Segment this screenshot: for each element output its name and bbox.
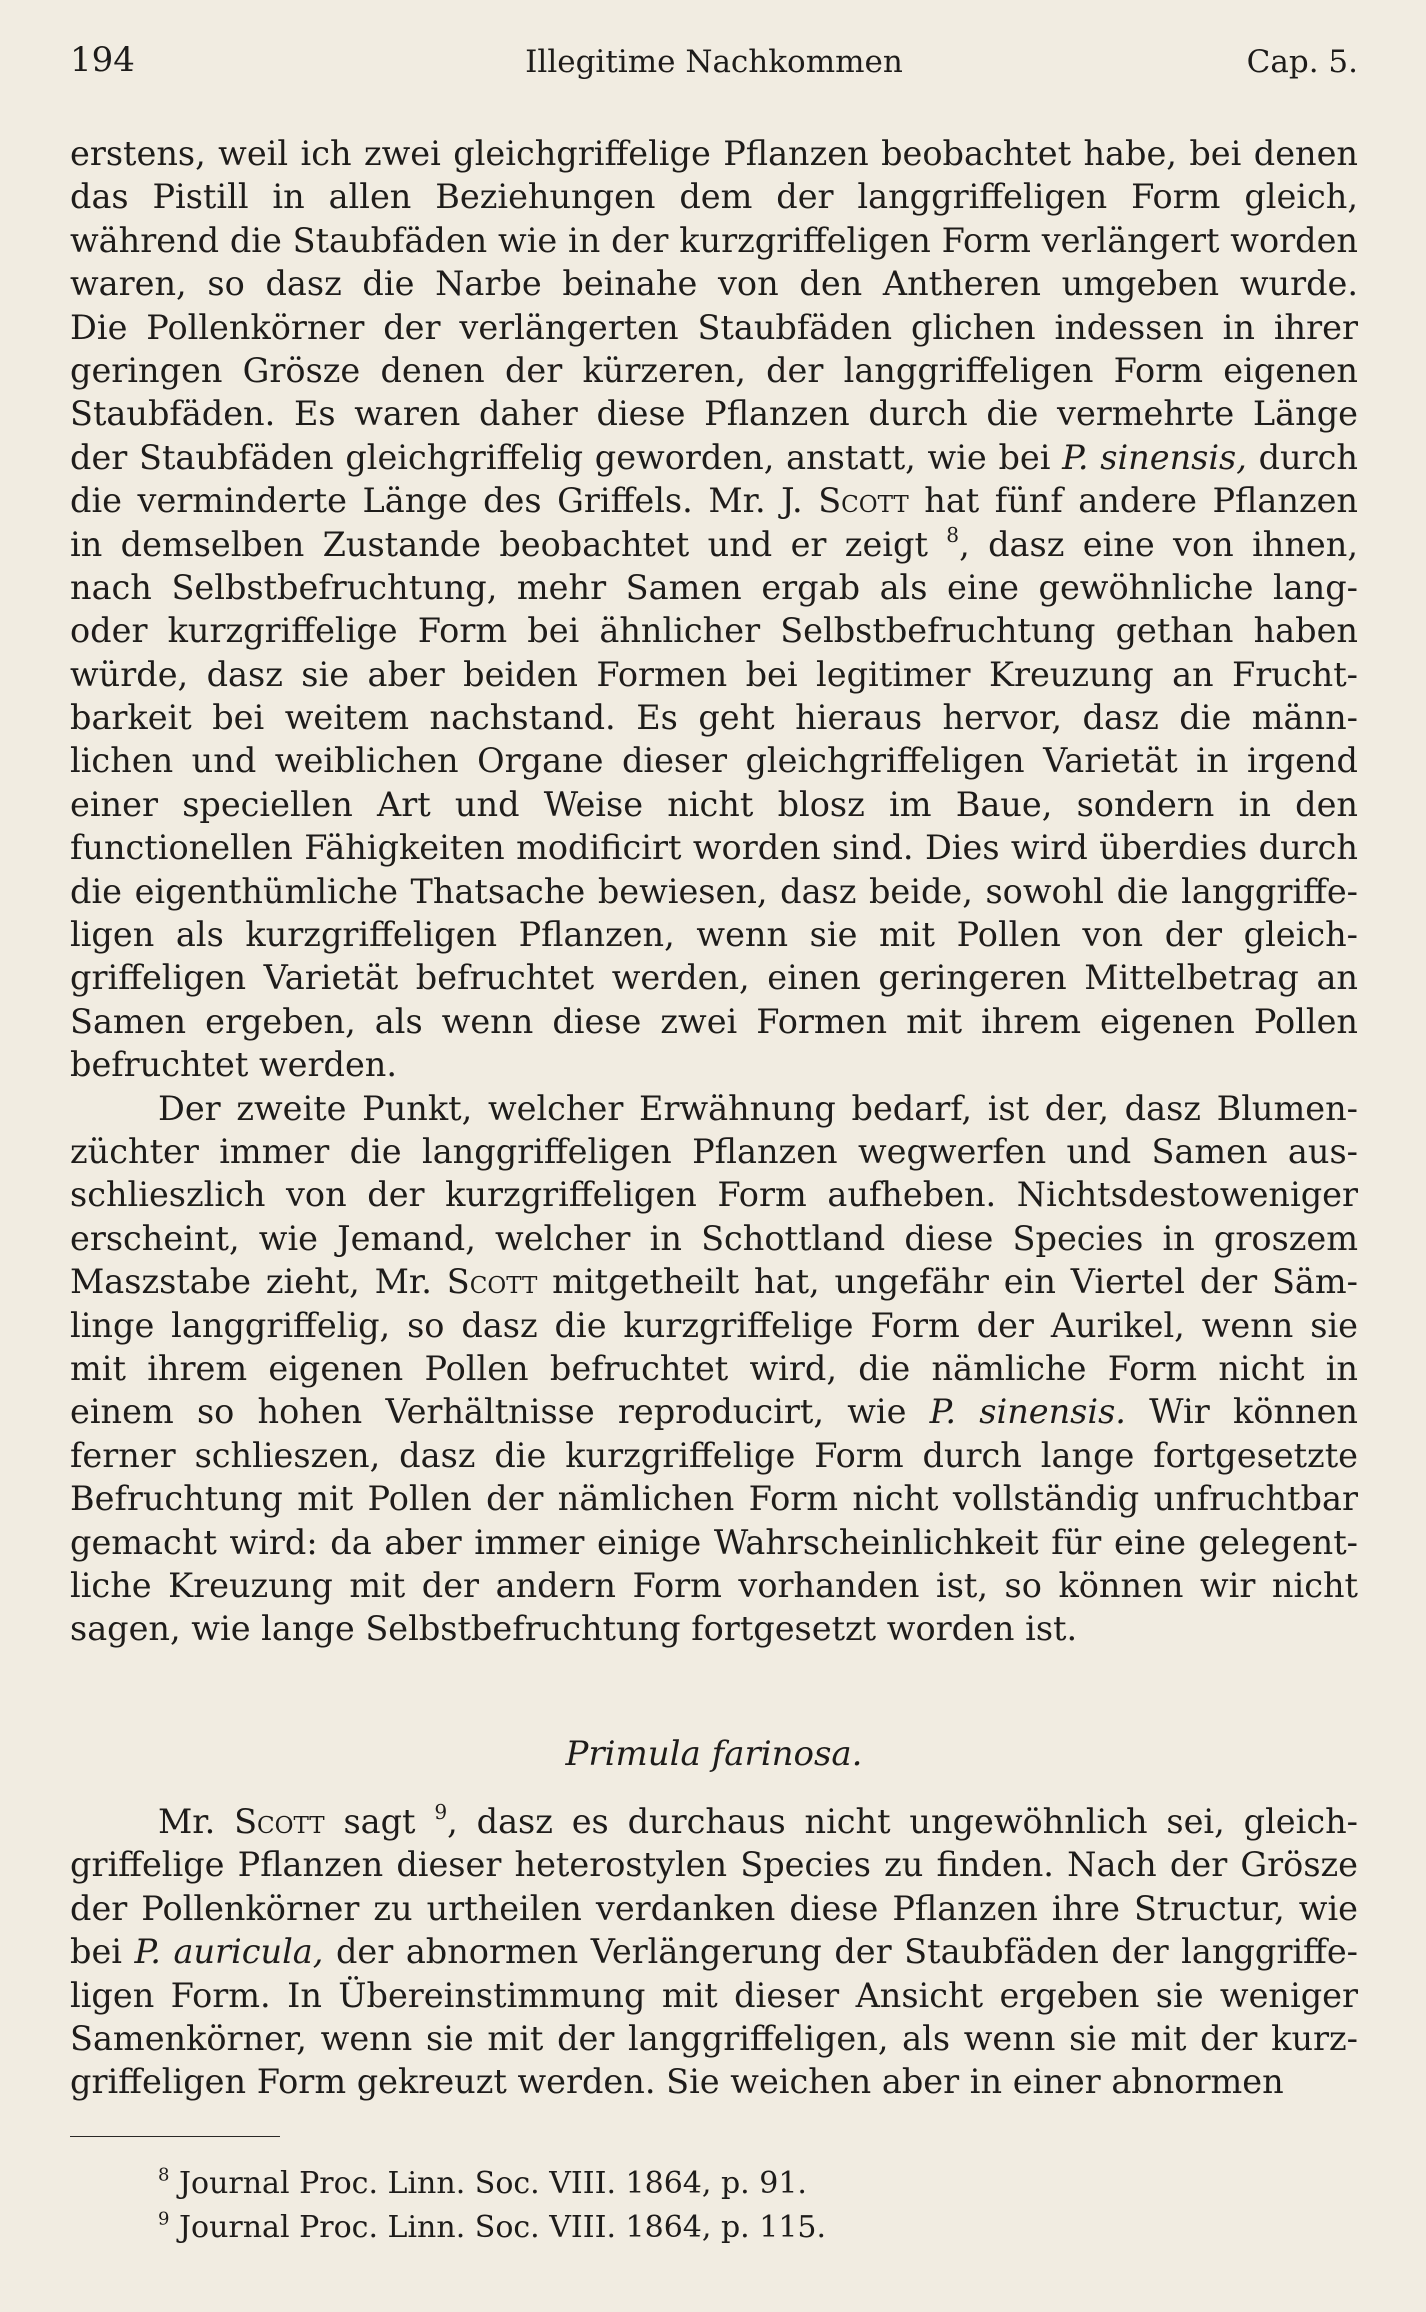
- text-line: Die Pollenkörner der verlängerten Staubfäden glichen indessen in ihrer: [70, 307, 1358, 347]
- text-line: nach Selbstbefruchtung, mehr Samen ergab als eine gewöhnliche lang-: [70, 567, 1358, 607]
- text-line: der Pollenkörner zu urtheilen verdanken diese Pflanzen ihre Structur, wie: [70, 1888, 1358, 1928]
- running-title: Illegitime Nachkommen: [525, 44, 903, 80]
- text-line: barkeit bei weitem nachstand. Es geht hieraus hervor, dasz die männ-: [70, 698, 1358, 738]
- text-line: Samen ergeben, als wenn diese zwei Formen mit ihrem eigenen Pollen: [70, 1001, 1358, 1041]
- footnotes: [158, 2162, 826, 2250]
- text-line: gemacht wird: da aber immer einige Wahrscheinlichkeit für eine gelegent-: [70, 1522, 1358, 1562]
- text-line: ligen als kurzgriffeligen Pflanzen, wenn sie mit Pollen von der gleich-: [70, 915, 1358, 955]
- text-line: einer speciellen Art und Weise nicht blosz im Baue, sondern in den: [70, 784, 1358, 824]
- text-line: würde, dasz sie aber beiden Formen bei legitimer Kreuzung an Frucht-: [70, 654, 1358, 694]
- text-line: bei P. auricula, der abnormen Verlängerung der Staubfäden der langgriffe-: [70, 1932, 1358, 1972]
- text-line: Befruchtung mit Pollen der nämlichen Form nicht vollständig unfruchtbar: [70, 1479, 1358, 1519]
- text-line: Maszstabe zieht, Mr. Scott mitgetheilt hat, ungefähr ein Viertel der Säm-: [70, 1262, 1358, 1302]
- body-text-upper: [70, 132, 1358, 1651]
- text-line: in demselben Zustande beobachtet und er zeigt $^8$, dasz eine von ihnen,: [70, 522, 1358, 564]
- text-line: erscheint, wie Jemand, welcher in Schottland diese Species in groszem: [70, 1218, 1358, 1258]
- text-line: befruchtet werden.: [70, 1045, 398, 1085]
- text-line: schlieszlich von der kurzgriffeligen Form aufheben. Nichtsdestoweniger: [70, 1175, 1358, 1215]
- text-line: die eigenthümliche Thatsache bewiesen, dasz beide, sowohl die langgriffe-: [70, 871, 1358, 911]
- text-line: erstens, weil ich zwei gleichgriffelige Pflanzen beobachtet habe, bei denen: [70, 134, 1358, 173]
- text-line: die verminderte Länge des Griffels. Mr. J. Scott hat fünf andere Pflanzen: [70, 481, 1358, 521]
- page-number: 194: [70, 40, 135, 80]
- body-text-lower: [70, 1800, 1358, 2104]
- text-line: Mr. Scott sagt $^9$, dasz es durchaus nicht ungewöhnlich sei, gleich-: [158, 1800, 1358, 1841]
- chapter-label: Cap. 5.: [1246, 44, 1358, 80]
- text-line: Der zweite Punkt, welcher Erwähnung bedarf, ist der, dasz Blumen-: [158, 1088, 1358, 1128]
- text-line: lichen und weiblichen Organe dieser gleichgriffeligen Varietät in irgend: [70, 741, 1358, 781]
- running-head: [70, 40, 1358, 84]
- footnote-item: $^8$ Journal Proc. Linn. Soc. VIII. 1864, p. 91.: [158, 2164, 807, 2201]
- text-line: griffeligen Form gekreuzt werden. Sie weichen aber in einer abnormen: [70, 2062, 1284, 2102]
- section-heading: Primula farinosa.: [565, 1734, 863, 1774]
- text-line: Samenkörner, wenn sie mit der langgriffeligen, als wenn sie mit der kurz-: [70, 2018, 1358, 2058]
- text-line: einem so hohen Verhältnisse reproducirt, wie P. sinensis. Wir können: [70, 1392, 1358, 1432]
- footnote-marker: 8: [158, 2164, 170, 2186]
- text-line: mit ihrem eigenen Pollen befruchtet wird, die nämliche Form nicht in: [70, 1348, 1358, 1388]
- text-line: während die Staubfäden wie in der kurzgriffeligen Form verlängert worden: [70, 220, 1358, 260]
- footnote-item: $^9$ Journal Proc. Linn. Soc. VIII. 1864, p. 115.: [158, 2208, 827, 2245]
- text-line: functionellen Fähigkeiten modificirt worden sind. Dies wird überdies durch: [70, 828, 1358, 868]
- footnote-marker: 9: [158, 2208, 170, 2230]
- text-line: oder kurzgriffelige Form bei ähnlicher Selbstbefruchtung gethan haben: [70, 611, 1358, 651]
- text-line: sagen, wie lange Selbstbefruchtung fortgesetzt worden ist.: [70, 1609, 1078, 1649]
- text-line: griffelige Pflanzen dieser heterostylen Species zu finden. Nach der Grösze: [70, 1845, 1358, 1885]
- text-line: liche Kreuzung mit der andern Form vorhanden ist, so können wir nicht: [70, 1565, 1358, 1605]
- text-line: der Staubfäden gleichgriffelig geworden, anstatt, wie bei P. sinensis, durch: [70, 437, 1358, 477]
- text-line: ferner schlieszen, dasz die kurzgriffelige Form durch lange fortgesetzte: [70, 1435, 1358, 1475]
- footnote-rule: [70, 2136, 280, 2137]
- text-line: Staubfäden. Es waren daher diese Pflanzen durch die vermehrte Länge: [70, 394, 1358, 434]
- text-line: griffeligen Varietät befruchtet werden, einen geringeren Mittelbetrag an: [70, 958, 1358, 998]
- text-line: geringen Grösze denen der kürzeren, der langgriffeligen Form eigenen: [70, 350, 1358, 390]
- text-line: waren, so dasz die Narbe beinahe von den Antheren umgeben wurde.: [70, 264, 1358, 304]
- text-line: züchter immer die langgriffeligen Pflanzen wegwerfen und Samen aus-: [70, 1131, 1358, 1171]
- text-line: das Pistill in allen Beziehungen dem der langgriffeligen Form gleich,: [70, 177, 1358, 217]
- text-line: linge langgriffelig, so dasz die kurzgriffelige Form der Aurikel, wenn sie: [70, 1305, 1358, 1345]
- text-line: ligen Form. In Übereinstimmung mit dieser Ansicht ergeben sie weniger: [70, 1975, 1358, 2015]
